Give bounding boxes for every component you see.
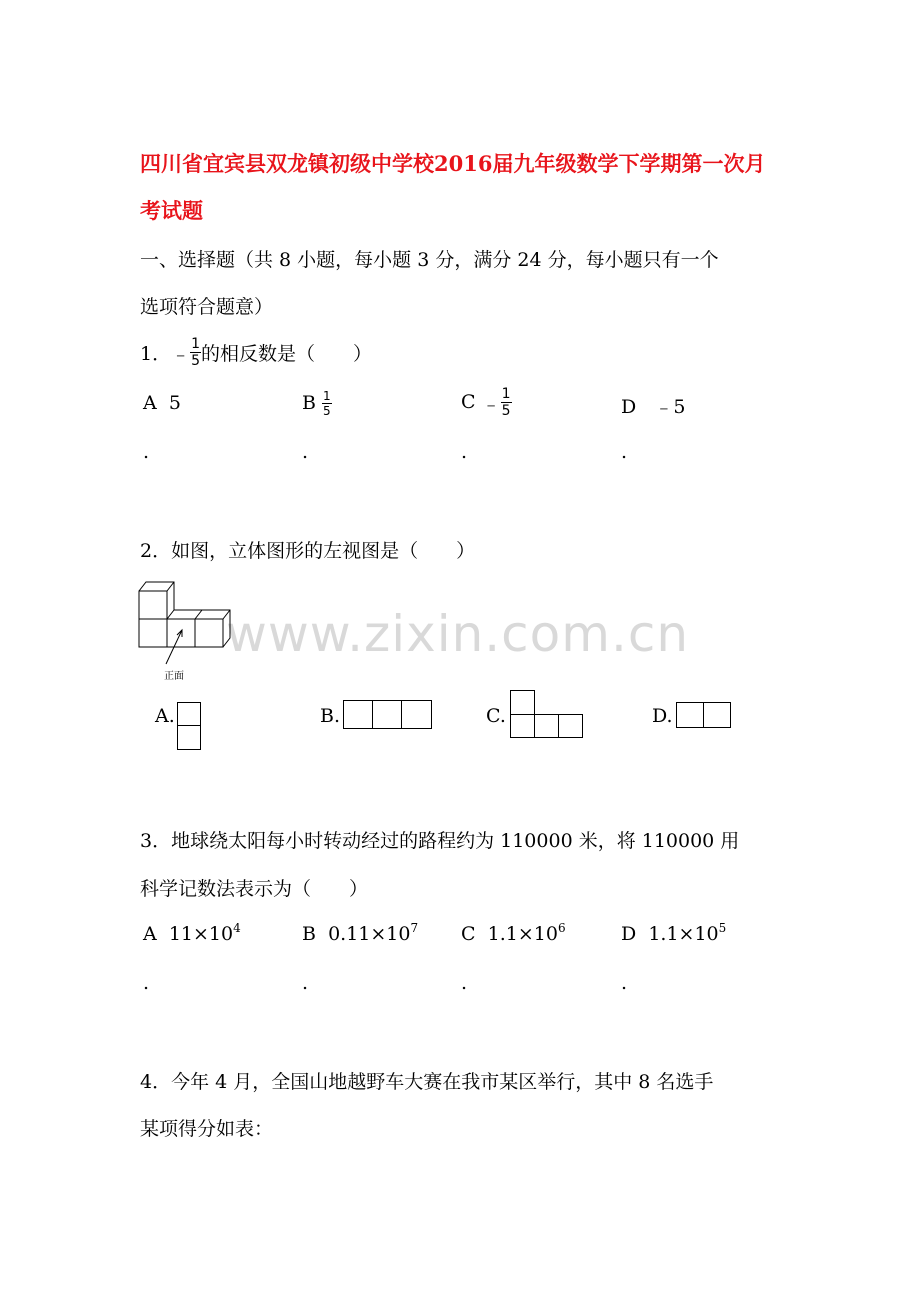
option-letter: B (302, 392, 316, 414)
option-exponent: 6 (557, 921, 566, 935)
question-4-line1: 4．今年 4 月，全国山地越野车大赛在我市某区举行，其中 8 名选手 (140, 1071, 714, 1093)
option-letter: D (621, 396, 637, 418)
option-letter: A (143, 923, 157, 945)
option-a[interactable] (143, 923, 241, 945)
option-dot: . (143, 972, 150, 994)
option-c[interactable] (461, 923, 566, 945)
option-base: 0.11×10 (328, 923, 411, 945)
option-d[interactable] (621, 923, 726, 945)
section-heading-line1: 一、选择题（共 8 小题，每小题 3 分，满分 24 分，每小题只有一个 (140, 249, 719, 271)
option-value: 5 (168, 392, 181, 414)
fraction-numerator: 1 (323, 388, 331, 403)
watermark: www.zixin.com.cn (226, 605, 690, 663)
option-exponent: 4 (233, 921, 241, 935)
grid-cell (177, 702, 201, 726)
fraction (501, 387, 512, 418)
option-value: ﹣5 (654, 396, 686, 418)
option-letter: B (302, 923, 316, 945)
fraction-numerator: 1 (191, 335, 201, 352)
grid-cell (177, 725, 201, 750)
grid-cell (343, 700, 373, 729)
option-dot: . (302, 972, 309, 994)
option-d[interactable] (621, 392, 685, 419)
grid-cell (534, 714, 559, 738)
fraction-denominator: 5 (323, 403, 331, 418)
option-exponent: 5 (718, 921, 727, 935)
question-1-stem (140, 332, 372, 372)
option-c-label[interactable]: C. (486, 705, 506, 727)
option-dot: . (302, 441, 309, 463)
option-b[interactable] (302, 386, 332, 420)
question-number: 1． (140, 342, 172, 365)
option-base: 1.1×10 (487, 923, 558, 945)
grid-cell (510, 690, 535, 715)
option-d-figure[interactable] (676, 702, 732, 729)
option-base: 1.1×10 (648, 923, 719, 945)
question-4-line2: 某项得分如表： (140, 1118, 274, 1140)
option-dot: . (461, 441, 468, 463)
option-c[interactable] (461, 382, 512, 422)
option-c-figure[interactable] (510, 690, 584, 738)
fraction-denominator: 5 (191, 352, 201, 369)
fraction-denominator: 5 (501, 402, 511, 419)
option-base: 11×10 (168, 923, 234, 945)
option-letter: A (143, 392, 157, 414)
section-heading-line2: 选项符合题意） (140, 296, 274, 318)
grid-cell (401, 700, 432, 729)
option-dot: . (621, 441, 628, 463)
option-a-label[interactable]: A. (155, 705, 175, 727)
fraction (190, 337, 201, 368)
option-a[interactable] (143, 392, 181, 414)
grid-cell (676, 702, 704, 728)
grid-cell (510, 714, 535, 738)
question-stem-tail: 的相反数是（ ） (201, 342, 373, 365)
fraction-numerator: 1 (501, 385, 511, 402)
option-letter: D (621, 923, 637, 945)
front-label: 正面 (164, 671, 184, 682)
question-3-line2: 科学记数法表示为（ ） (140, 878, 369, 900)
option-d-label[interactable]: D. (652, 705, 673, 727)
document-title-line2: 考试题 (140, 198, 203, 223)
option-dot: . (461, 972, 468, 994)
grid-cell (558, 714, 583, 738)
option-b-label[interactable]: B. (320, 705, 341, 727)
question-3-line1: 3．地球绕太阳每小时转动经过的路程约为 110000 米，将 110000 用 (140, 830, 740, 852)
fraction (322, 390, 332, 417)
option-dot: . (621, 972, 628, 994)
option-a-figure[interactable] (177, 702, 205, 750)
option-b-figure[interactable] (343, 700, 433, 729)
option-b[interactable] (302, 923, 418, 945)
option-exponent: 7 (410, 921, 419, 935)
solid-figure (136, 580, 256, 680)
grid-cell (703, 702, 731, 728)
option-letter: C (461, 391, 476, 413)
option-dot: . (143, 441, 150, 463)
solid-figure-drawing (136, 580, 256, 680)
minus-sign: ﹣ (171, 342, 191, 365)
document-title-line1: 四川省宜宾县双龙镇初级中学校2016届九年级数学下学期第一次月 (140, 151, 766, 176)
minus-sign: ﹣ (481, 392, 501, 415)
grid-cell (372, 700, 402, 729)
option-letter: C (461, 923, 476, 945)
question-2-stem: 2．如图，立体图形的左视图是（ ） (140, 540, 476, 562)
